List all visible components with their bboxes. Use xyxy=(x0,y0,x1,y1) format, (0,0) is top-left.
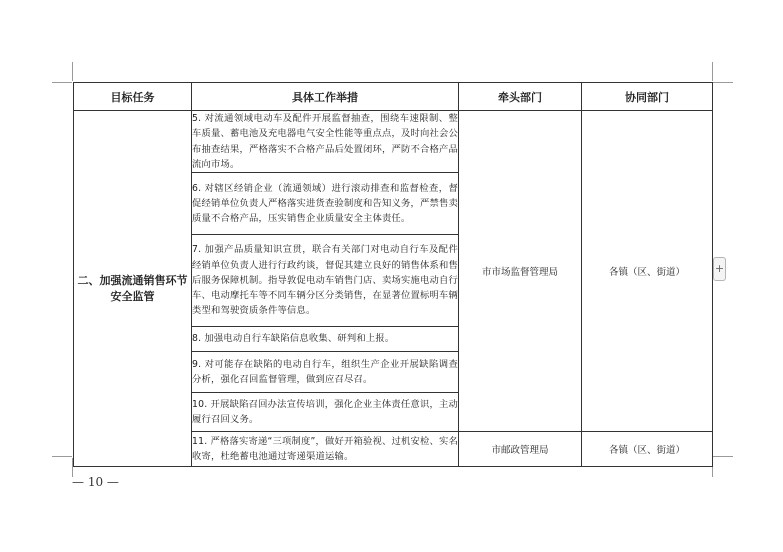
table-row xyxy=(74,111,713,173)
lead-dept-1: 市市场监督管理局 xyxy=(459,111,582,432)
measure-11: 11. 严格落实寄递“三项制度”，做好开箱验视、过机安检、实名收寄，杜绝蓄电池通过寄递渠道运输。 xyxy=(192,432,459,467)
measure-6: 6. 对辖区经销企业（流通领域）进行滚动排查和监督检查，督促经销单位负责人严格落实进货查验制度和告知义务，严禁售卖质量不合格产品，压实销售企业质量安全主体责任。 xyxy=(192,173,459,235)
expand-page-button[interactable]: + xyxy=(713,257,726,281)
coop-dept-1: 各镇（区、街道） xyxy=(582,111,713,432)
target-task-cell: 二、加强流通销售环节安全监管 xyxy=(74,111,192,467)
crop-mark-bottom-right-h xyxy=(713,456,733,457)
header-target-task: 目标任务 xyxy=(74,83,192,111)
measure-5: 5. 对流通领域电动车及配件开展监督抽查，围绕车速限制、整车质量、蓄电池及充电器电气安全性能等重点点，及时向社会公布抽查结果，严格落实不合格产品后处置闭环，严防不合格产品流向市场。 xyxy=(192,111,459,173)
measure-9: 9. 对可能存在缺陷的电动自行车，组织生产企业开展缺陷调查分析，强化召回监督管理，做到应召尽召。 xyxy=(192,352,459,393)
crop-mark-top-left-v xyxy=(72,62,73,81)
crop-mark-top-right-v xyxy=(712,62,713,81)
page-number: — 10 — xyxy=(72,475,119,489)
header-coop-dept: 协同部门 xyxy=(582,83,713,111)
measure-7: 7. 加强产品质量知识宣贯，联合有关部门对电动自行车及配件经销单位负责人进行行政约谈，督促其建立良好的销售体系和售后服务保障机制。指导敦促电动车销售门店、卖场实施电动自行车、电动摩托车等不同车辆分区分类销售，在显著位置标明车辆类型和驾驶资质条件等信息。 xyxy=(192,235,459,327)
task-table xyxy=(73,82,713,467)
header-measures: 具体工作举措 xyxy=(192,83,459,111)
measure-10: 10. 开展缺陷召回办法宣传培训，强化企业主体责任意识，主动履行召回义务。 xyxy=(192,393,459,432)
table-header-row xyxy=(74,83,713,111)
coop-dept-2: 各镇（区、街道） xyxy=(582,432,713,467)
lead-dept-2: 市邮政管理局 xyxy=(459,432,582,467)
measure-8: 8. 加强电动自行车缺陷信息收集、研判和上报。 xyxy=(192,327,459,352)
header-lead-dept: 牵头部门 xyxy=(459,83,582,111)
crop-mark-top-left-h xyxy=(52,82,72,83)
crop-mark-bottom-left-h xyxy=(52,456,72,457)
crop-mark-top-right-h xyxy=(713,82,733,83)
